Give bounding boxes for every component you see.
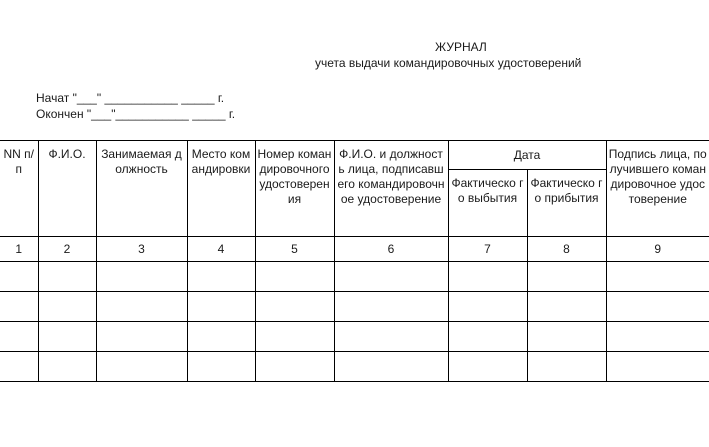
table-cell xyxy=(334,292,448,322)
table-cell xyxy=(527,262,606,292)
table-row xyxy=(0,322,709,352)
table-cell xyxy=(448,322,527,352)
column-number: 4 xyxy=(187,237,255,262)
column-number: 8 xyxy=(527,237,606,262)
table-cell xyxy=(38,262,96,292)
table-cell xyxy=(255,322,334,352)
table-cell xyxy=(527,352,606,382)
column-number: 5 xyxy=(255,237,334,262)
start-date-line: Начат "___" ___________ _____ г. xyxy=(36,91,225,105)
header-departure: Фактическо го выбытия xyxy=(448,170,527,237)
table-cell xyxy=(187,262,255,292)
table-cell xyxy=(96,262,187,292)
table-cell xyxy=(38,352,96,382)
table-cell xyxy=(448,292,527,322)
table-cell xyxy=(448,352,527,382)
table-cell xyxy=(96,352,187,382)
table-cell xyxy=(255,352,334,382)
header-cert-number: Номер командировочного удостоверения xyxy=(255,141,334,237)
table-cell xyxy=(334,352,448,382)
table-cell xyxy=(606,352,709,382)
header-signer: Ф.И.О. и должность лица, подписавшего командировочное удостоверение xyxy=(334,141,448,237)
table-cell xyxy=(0,262,38,292)
journal-table xyxy=(0,140,709,382)
table-row xyxy=(0,292,709,322)
table-row xyxy=(0,262,709,292)
column-number: 3 xyxy=(96,237,187,262)
column-number: 1 xyxy=(0,237,38,262)
table-cell xyxy=(334,262,448,292)
table-cell xyxy=(187,352,255,382)
header-place: Место командировки xyxy=(187,141,255,237)
table-cell xyxy=(527,292,606,322)
header-position: Занимаемая должность xyxy=(96,141,187,237)
end-date-line: Окончен "___"___________ _____ г. xyxy=(36,107,236,121)
header-arrival: Фактическо го прибытия xyxy=(527,170,606,237)
column-number: 9 xyxy=(606,237,709,262)
table-cell xyxy=(187,322,255,352)
table-cell xyxy=(606,322,709,352)
column-number: 6 xyxy=(334,237,448,262)
table-cell xyxy=(0,322,38,352)
table-row xyxy=(0,352,709,382)
table-cell xyxy=(606,292,709,322)
table-cell xyxy=(96,292,187,322)
table-cell xyxy=(255,262,334,292)
column-number: 7 xyxy=(448,237,527,262)
header-fio: Ф.И.О. xyxy=(38,141,96,237)
table-cell xyxy=(448,262,527,292)
table-cell xyxy=(0,292,38,322)
table-cell xyxy=(527,322,606,352)
table-cell xyxy=(38,322,96,352)
journal-subtitle: учета выдачи командировочных удостоверений xyxy=(315,56,582,70)
blank-rows xyxy=(0,262,709,382)
header-nn: NN п/п xyxy=(0,141,38,237)
column-numbers-row xyxy=(0,237,709,262)
table-cell xyxy=(255,292,334,322)
table-cell xyxy=(96,322,187,352)
table-cell xyxy=(606,262,709,292)
header-date: Дата xyxy=(448,141,606,170)
table-cell xyxy=(334,322,448,352)
table-cell xyxy=(187,292,255,322)
column-number: 2 xyxy=(38,237,96,262)
table-cell xyxy=(38,292,96,322)
header-signature: Подпись лица, получившего командировочное удостоверение xyxy=(606,141,709,237)
journal-title: ЖУРНАЛ xyxy=(435,40,487,54)
table-cell xyxy=(0,352,38,382)
